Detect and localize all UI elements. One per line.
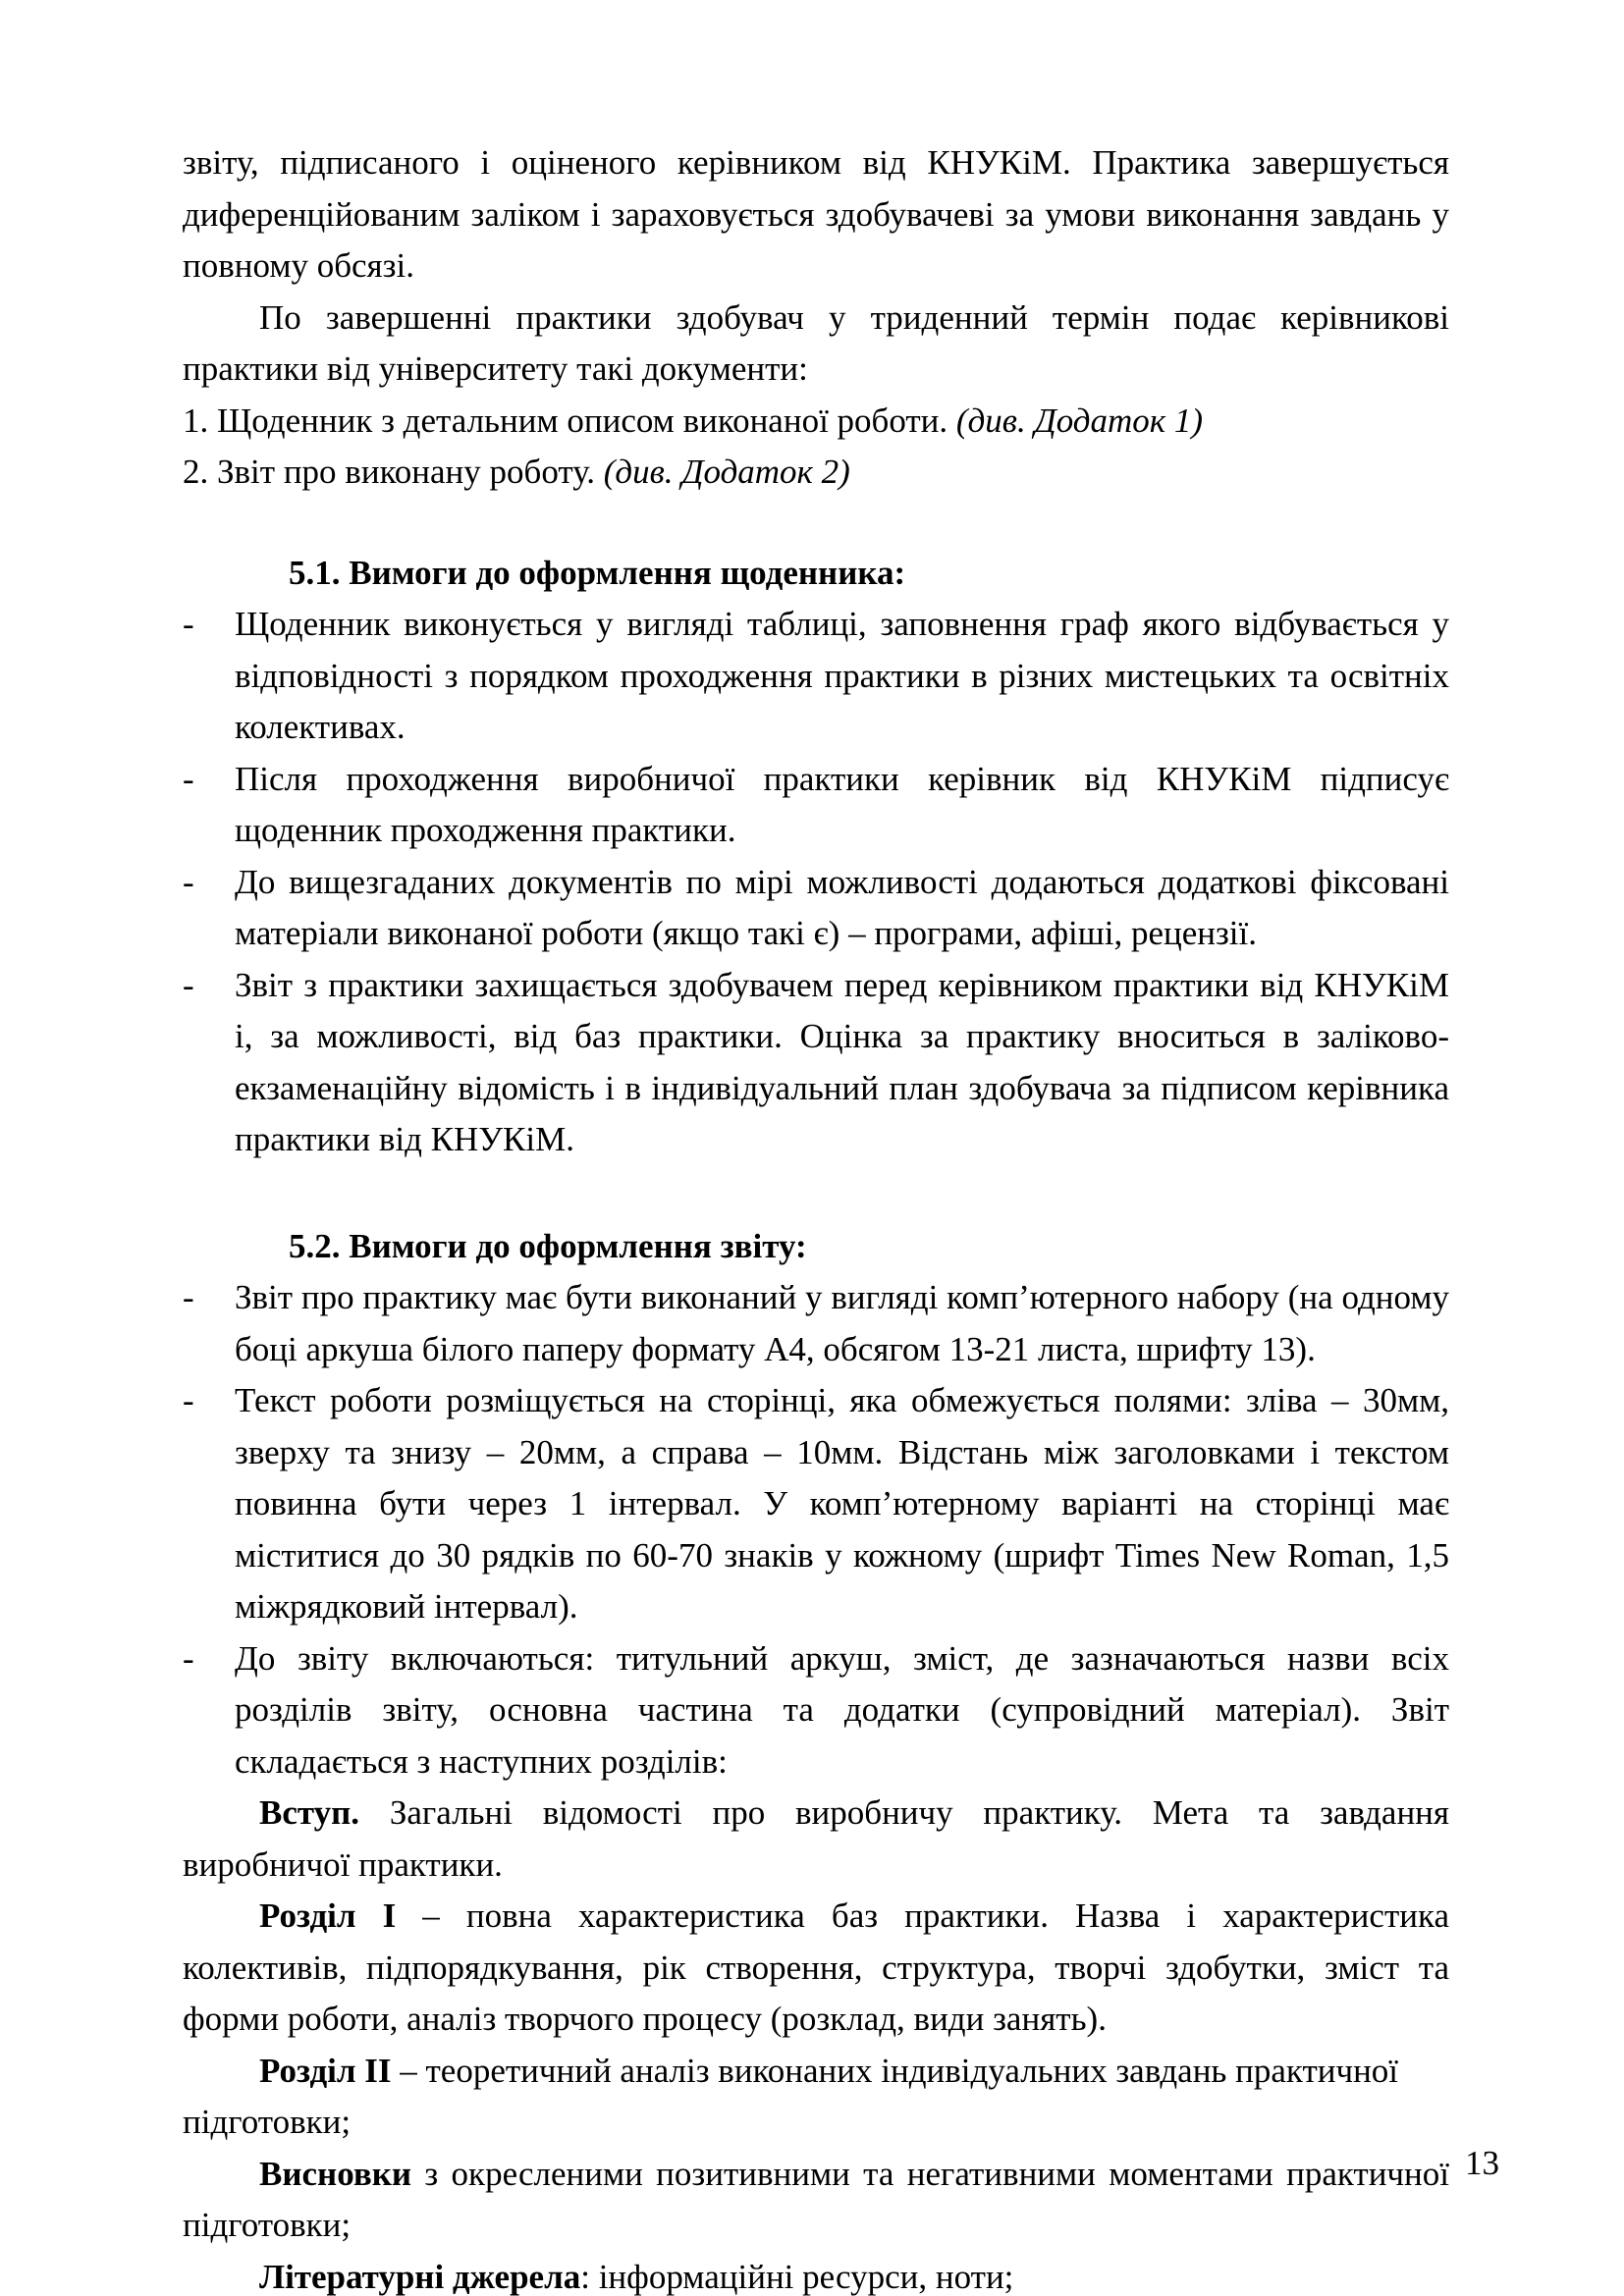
- structure-part-literatura: [183, 2252, 1449, 2296]
- document-list-item-2-number: 2.: [183, 453, 209, 491]
- section-5-1-item-2-text: Після проходження виробничої практики керівник від КНУКіМ підписує щоденник проходження практики.: [235, 759, 1449, 849]
- dash-bullet-icon: -: [183, 1381, 194, 1419]
- document-list-item-2-text: Звіт про виконану роботу.: [217, 453, 595, 491]
- structure-part-rozdil-1-label: Розділ I: [259, 1896, 397, 1935]
- dash-bullet-icon: -: [183, 1638, 194, 1678]
- structure-part-rozdil-1: [183, 1891, 1449, 2046]
- section-5-2-item-1-text: Звіт про практику має бути виконаний у вигляді комп’ютерного набору (на одному боці аркуша білого паперу формату А4, обсягом 13-21 листа, шрифту 13).: [235, 1278, 1449, 1368]
- section-5-1-item-3-text: До вищезгаданих документів по мірі можливості додаються додаткові фіксовані матеріали виконаної роботи (якщо такі є) – програми, афіші, рецензії.: [235, 862, 1449, 952]
- structure-part-vysnovky: [183, 2149, 1449, 2252]
- section-5-1-item-3: [183, 857, 1449, 960]
- structure-part-vysnovky-text: з окресленими позитивними та негативними моментами практичної підготовки;: [183, 2154, 1449, 2244]
- structure-part-vstup: [183, 1788, 1449, 1891]
- section-5-1-bullet-list: [183, 599, 1449, 1166]
- structure-part-rozdil-2-text: – теоретичний аналіз виконаних індивідуальних завдань практичної підготовки;: [183, 2051, 1399, 2141]
- section-5-2-item-2-text: Текст роботи розміщується на сторінці, яка обмежується полями: зліва – 30мм, зверху та знизу – 20мм, а справа – 10мм. Відстань між заголовками і текстом повинна бути через 1 інтервал. У комп’ютерному варіанті на сторінці має міститися до 30 рядків по 60-70 знаків у кожному (шрифт Times New Roman, 1,5 міжрядковий інтервал).: [235, 1381, 1449, 1626]
- structure-part-vysnovky-label: Висновки: [259, 2154, 412, 2193]
- spacer-before-section-5-2: [183, 1166, 1449, 1221]
- spacer-before-section-5-1: [183, 499, 1449, 548]
- structure-part-rozdil-2-label: Розділ II: [259, 2051, 392, 2090]
- document-list-item-1-number: 1.: [183, 400, 209, 440]
- section-5-2-item-2: [183, 1375, 1449, 1633]
- section-5-2-item-3-text: До звіту включаються: титульний аркуш, зміст, де зазначаються назви всіх розділів звіту, основна частина та додатки (супровідний матеріал). Звіт складається з наступних розділів:: [235, 1638, 1449, 1781]
- dash-bullet-icon: -: [183, 759, 194, 798]
- section-5-1-item-2: [183, 754, 1449, 857]
- dash-bullet-icon: -: [183, 605, 194, 643]
- structure-part-literatura-label: Літературні джерела: [259, 2257, 581, 2296]
- document-list-item-2-note: (див. Додаток 2): [603, 453, 850, 491]
- structure-part-rozdil-2: [183, 2046, 1449, 2149]
- section-5-2-item-3: [183, 1633, 1449, 1789]
- section-5-1-item-4-text: Звіт з практики захищається здобувачем перед керівником практики від КНУКіМ і, за можливості, від баз практики. Оцінка за практику вноситься в заліково-екзаменаційну відомість і в індивідуальний план здобувача за підписом керівника практики від КНУКіМ.: [235, 965, 1449, 1158]
- structure-part-vstup-label: Вступ.: [259, 1793, 360, 1832]
- document-list-item-1-note: (див. Додаток 1): [955, 400, 1204, 440]
- dash-bullet-icon: -: [183, 862, 194, 901]
- structure-part-rozdil-1-text: – повна характеристика баз практики. Назва і характеристика колективів, підпорядкування, рік створення, структура, творчі здобутки, зміст та форми роботи, аналіз творчого процесу (розклад, види занять).: [183, 1896, 1449, 2038]
- dash-bullet-icon: -: [183, 965, 194, 1004]
- section-5-2-heading: 5.2. Вимоги до оформлення звіту:: [289, 1226, 807, 1265]
- page-content: [183, 137, 1449, 2296]
- completion-paragraph: По завершенні практики здобувач у триденний термін подає керівникові практики від університету такі документи:: [183, 297, 1449, 388]
- section-5-1-item-4: [183, 960, 1449, 1166]
- structure-part-literatura-text: : інформаційні ресурси, ноти;: [580, 2257, 1014, 2296]
- page-number: 13: [1465, 2144, 1499, 2182]
- section-5-2-item-1: [183, 1272, 1449, 1375]
- dash-bullet-icon: -: [183, 1278, 194, 1316]
- document-list-item-1-text: Щоденник з детальним описом виконаної роботи.: [217, 400, 948, 440]
- section-5-2-bullet-list: [183, 1272, 1449, 1788]
- document-list-item-2: [183, 447, 1449, 499]
- intro-paragraph: звіту, підписаного і оціненого керівником від КНУКіМ. Практика завершується диференційованим заліком і зараховується здобувачеві за умови виконання завдань у повному обсязі.: [183, 143, 1449, 285]
- section-5-1-item-1: [183, 599, 1449, 754]
- section-5-1-heading: 5.1. Вимоги до оформлення щоденника:: [289, 553, 906, 592]
- section-5-1-item-1-text: Щоденник виконується у вигляді таблиці, заповнення граф якого відбувається у відповідності з порядком проходження практики в різних мистецьких та освітніх колективах.: [235, 605, 1449, 746]
- document-list-item-1: [183, 396, 1449, 448]
- structure-part-vstup-text: Загальні відомості про виробничу практику. Мета та завдання виробничої практики.: [183, 1793, 1449, 1884]
